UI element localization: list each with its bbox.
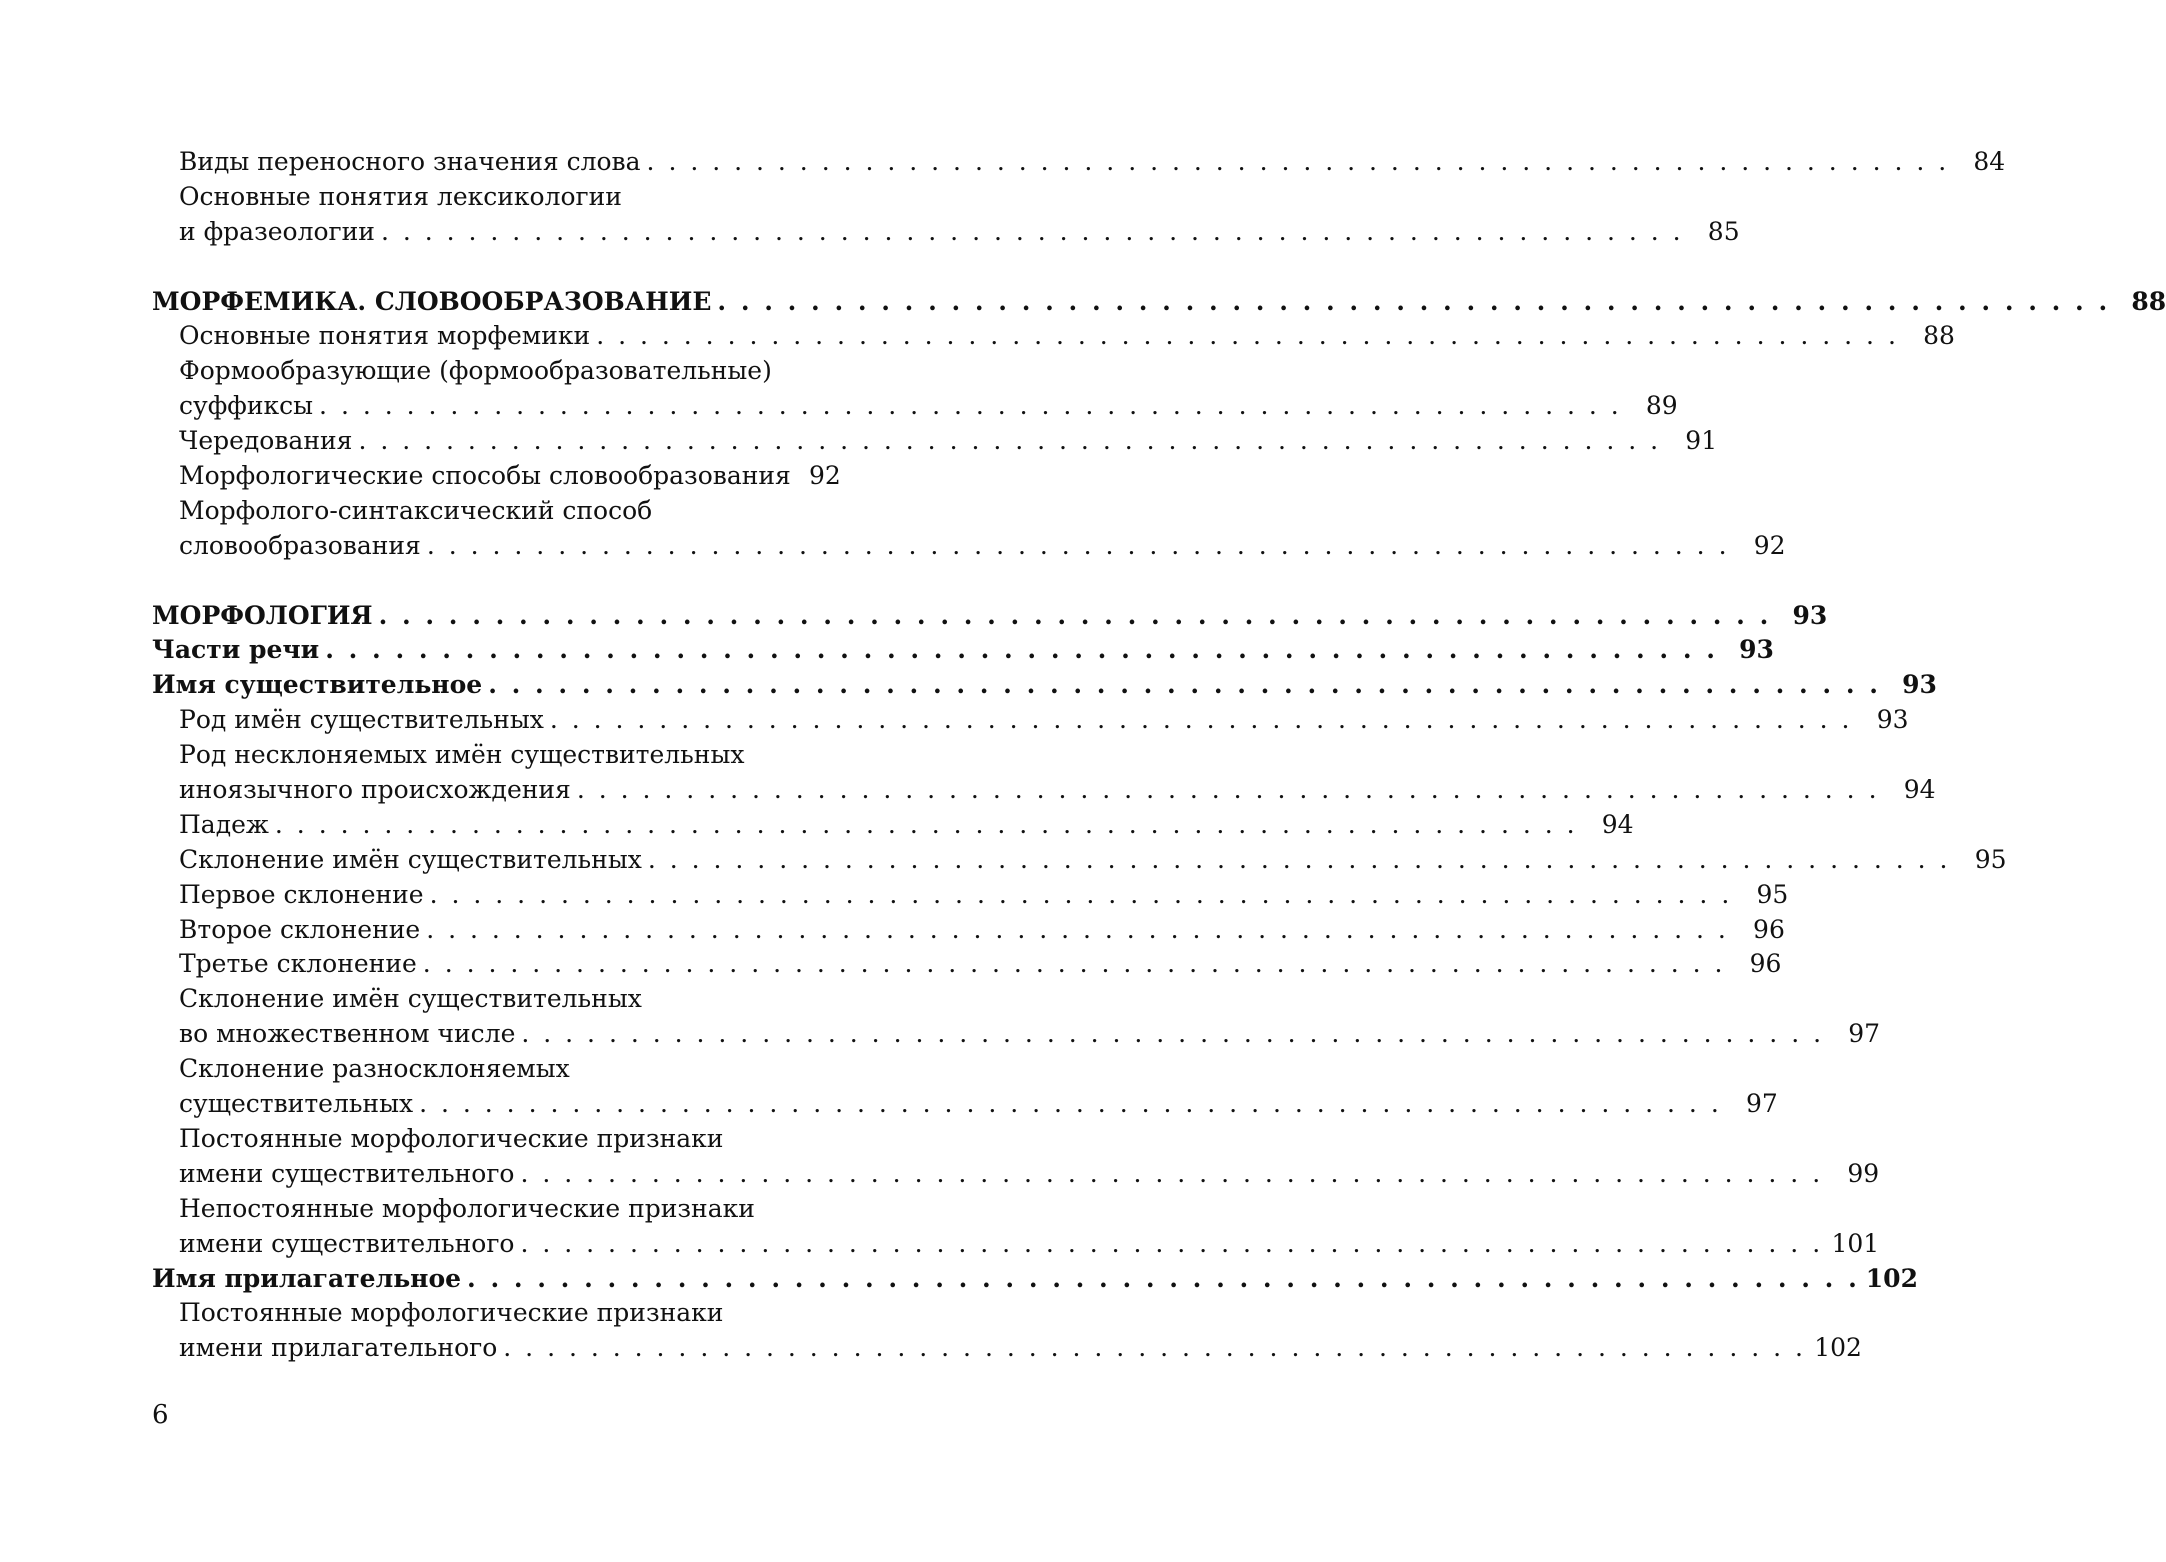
toc-entry [152,1192,867,1227]
toc-entry [152,180,867,215]
dot-leader [521,1017,1824,1052]
dot-leader [275,808,1578,843]
dot-leader [488,668,1881,703]
toc-entry-page: 95 [1974,844,2007,874]
dot-leader [325,633,1718,668]
toc-entry [152,145,2006,180]
toc-entry [152,1087,1778,1122]
dot-leader [648,843,1951,878]
toc-entry-title: Имя существительное [152,670,483,700]
section-gap [152,250,867,285]
toc-entry-title: Первое склонение [179,879,424,909]
page-number: 6 [152,1400,169,1430]
toc-entry-page: 96 [1749,949,1782,979]
toc-entry-page: 92 [809,461,841,491]
toc-section-heading [152,599,1828,634]
toc-entry [152,389,1678,424]
toc-entry-title: Второе склонение [179,914,421,944]
toc-entry-page: 84 [1973,147,2006,176]
dot-leader [520,1157,1823,1192]
toc-entry-page: 85 [1707,216,1740,246]
toc-entry-title: Падеж [179,809,269,839]
toc-entry-title: имени прилагательного [179,1333,498,1363]
toc-entry [152,215,1740,250]
toc-entry [152,459,867,494]
dot-leader [520,1227,1823,1262]
toc-entry-title: Род имён существительных [179,705,544,735]
toc-entry-page: 95 [1756,879,1789,909]
toc-entry-title: имени существительного [179,1158,515,1188]
toc-entry [152,703,1909,738]
toc-entry-page: 101 [1831,1228,1880,1258]
toc-entry [152,424,1718,459]
dot-leader [379,599,1772,634]
toc-entry [152,738,867,773]
toc-entry-title: Непостоянные морфологические признаки [179,1193,755,1223]
toc-entry-title: МОРФОЛОГИЯ [152,600,373,630]
toc-entry-title: Формообразующие (формообразовательные) [179,356,772,386]
table-of-contents [152,145,2166,1366]
toc-subheading [152,1262,1918,1297]
toc-entry-title: суффиксы [179,391,314,421]
dot-leader [381,215,1684,250]
toc-entry-page: 93 [1902,670,1937,700]
toc-entry-title: имени существительного [179,1228,515,1258]
toc-entry [152,354,867,389]
toc-entry [152,1052,867,1087]
section-gap [152,564,867,599]
toc-entry [152,319,1955,354]
dot-leader [426,913,1729,948]
toc-entry [152,843,2007,878]
dot-leader [319,389,1622,424]
toc-entry-page: 99 [1847,1158,1880,1188]
toc-entry [152,878,1789,913]
dot-leader [647,145,1950,180]
dot-leader [596,319,1899,354]
toc-entry-page: 102 [1865,1263,1918,1293]
toc-entry [152,1157,1880,1192]
toc-entry-title: Постоянные морфологические признаки [179,1298,724,1328]
toc-subheading [152,633,1774,668]
toc-entry-title: словообразования [179,530,421,560]
toc-entry-page: 92 [1753,530,1786,560]
toc-entry-title: Чередования [179,426,353,456]
dot-leader [467,1262,1860,1297]
toc-entry-title: Склонение разносклоняемых [179,1054,570,1084]
toc-entry [152,1296,867,1331]
toc-entry-page: 88 [2131,286,2166,316]
toc-entry-title: Основные понятия морфемики [179,321,591,351]
toc-entry [152,529,1786,564]
toc-entry-title: Морфолого-синтаксический способ [179,495,653,525]
toc-entry-page: 94 [1903,775,1936,805]
toc-entry-page: 91 [1685,426,1718,456]
dot-leader [503,1331,1806,1366]
toc-entry [152,494,867,529]
dot-leader [430,878,1733,913]
dot-leader [419,1087,1722,1122]
toc-entry-title: существительных [179,1089,414,1119]
toc-entry [152,808,1634,843]
toc-entry-page: 93 [1876,705,1909,735]
toc-entry-page: 93 [1792,600,1828,630]
toc-entry [152,773,1936,808]
dot-leader [427,529,1730,564]
toc-entry-page: 88 [1923,321,1955,351]
toc-entry [152,913,1785,948]
toc-entry-title: Виды переносного значения слова [179,147,641,176]
toc-entry-title: Части речи [152,635,320,665]
toc-entry-title: Склонение имён существительных [179,984,642,1014]
toc-entry-page: 89 [1645,391,1678,421]
toc-section-heading [152,285,2166,320]
toc-entry [152,982,867,1017]
toc-entry-title: иноязычного происхождения [179,775,571,805]
toc-entry [152,1017,1881,1052]
dot-leader [423,947,1726,982]
toc-entry-title: Склонение имён существительных [179,844,642,874]
dot-leader [358,424,1661,459]
dot-leader [577,773,1880,808]
toc-entry-page: 93 [1739,635,1774,665]
toc-entry [152,947,1782,982]
toc-entry-page: 97 [1848,1019,1881,1049]
toc-entry-title: во множественном числе [179,1019,516,1049]
toc-entry-title: Третье склонение [179,949,417,979]
toc-entry [152,1227,1880,1262]
toc-entry-title: и фразеологии [179,216,375,246]
dot-leader [717,285,2110,320]
toc-entry-title: Род несклоняемых имён существительных [179,740,745,770]
toc-entry [152,1331,1862,1366]
toc-entry-title: Постоянные морфологические признаки [179,1123,724,1153]
toc-subheading [152,668,1937,703]
dot-leader [550,703,1853,738]
toc-entry-title: МОРФЕМИКА. СЛОВООБРАЗОВАНИЕ [152,286,712,316]
toc-entry-title: Основные понятия лексикологии [179,181,622,211]
toc-entry-title: Имя прилагательное [152,1263,462,1293]
toc-entry-page: 102 [1814,1333,1862,1363]
toc-entry-title: Морфологические способы словообразования [179,461,791,491]
toc-entry-page: 96 [1753,914,1785,944]
toc-entry-page: 97 [1745,1089,1778,1119]
toc-entry [152,1122,867,1157]
toc-entry-page: 94 [1601,809,1634,839]
